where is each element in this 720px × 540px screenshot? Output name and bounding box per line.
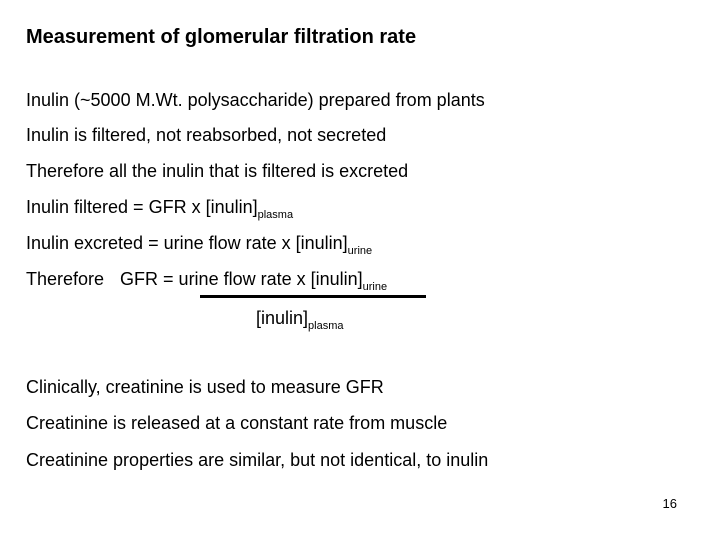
text-line-inulin-source: Inulin (~5000 M.Wt. polysaccharide) prepared from plants: [26, 90, 485, 110]
equation-inulin-excreted: [26, 233, 372, 257]
slide-title: Measurement of glomerular filtration rate: [26, 26, 417, 48]
therefore-label: Therefore: [26, 269, 105, 289]
equation-gfr-denominator: [256, 308, 344, 332]
text-line-inulin-filtered: Inulin is filtered, not reabsorbed, not secreted: [26, 125, 387, 145]
subscript-plasma: plasma: [308, 320, 344, 332]
fraction-bar: [200, 295, 426, 298]
equation-inulin-filtered: [26, 197, 293, 221]
text-line-inulin-excreted: Therefore all the inulin that is filtered is excreted: [26, 161, 409, 181]
text-line-creatinine-properties: Creatinine properties are similar, but not identical, to inulin: [26, 450, 489, 470]
equation-text: GFR = urine flow rate x [inulin]: [120, 269, 363, 289]
text-line-creatinine-release: Creatinine is released at a constant rate from muscle: [26, 413, 448, 433]
page-number: 16: [662, 496, 677, 511]
equation-text: Inulin filtered = GFR x [inulin]: [26, 197, 258, 217]
equation-text: Inulin excreted = urine flow rate x [inulin]: [26, 233, 348, 253]
subscript-plasma: plasma: [257, 209, 294, 221]
equation-text: [inulin]: [256, 308, 309, 328]
text-line-creatinine-clinical: Clinically, creatinine is used to measure GFR: [26, 377, 384, 397]
equation-gfr-numerator: [26, 269, 387, 293]
subscript-urine: urine: [362, 281, 388, 293]
subscript-urine: urine: [347, 245, 373, 257]
